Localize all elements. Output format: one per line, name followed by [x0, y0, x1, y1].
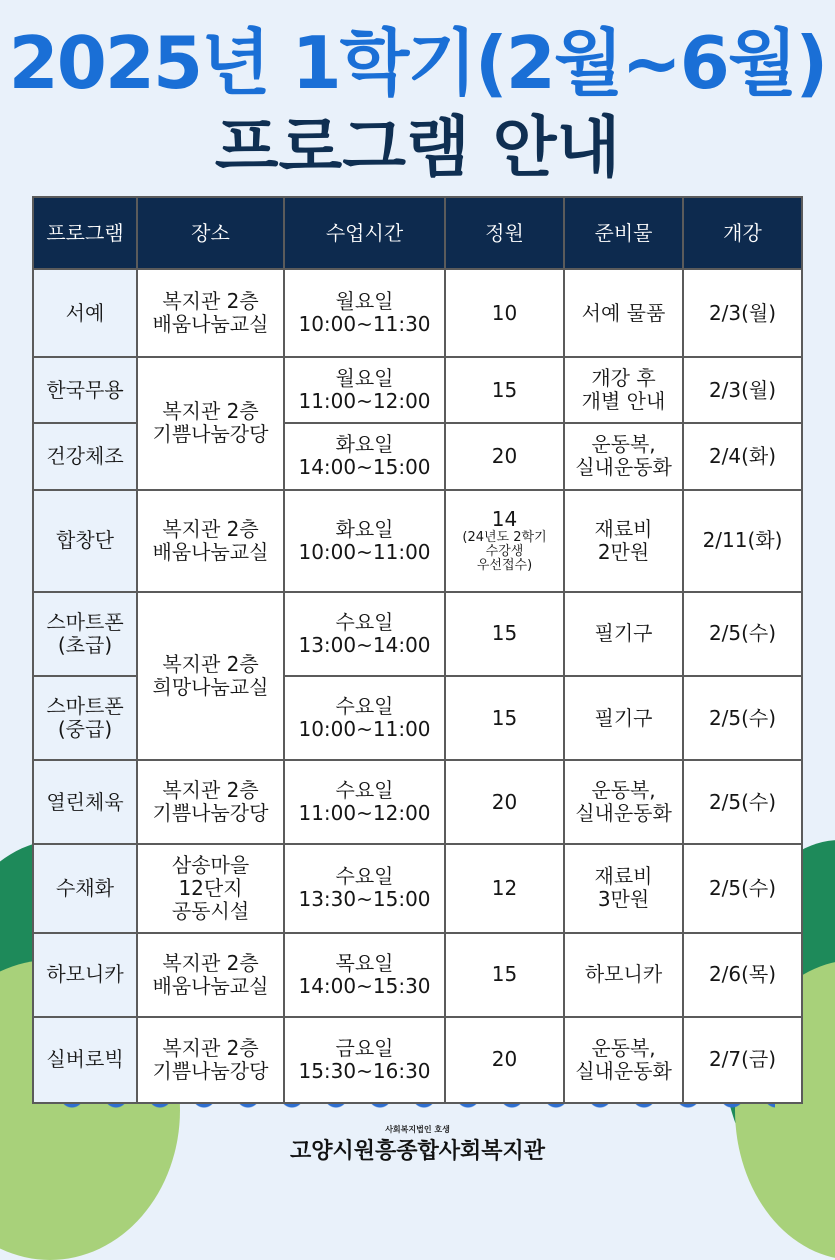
program-name: 건강체조	[33, 423, 137, 489]
page-title-line2: 프로그램 안내	[214, 109, 621, 186]
program-start: 2/5(수)	[683, 844, 802, 932]
program-capacity: 20	[445, 760, 564, 844]
program-capacity: 14 (24년도 2학기 수강생 우선접수)	[445, 490, 564, 592]
program-name: 합창단	[33, 490, 137, 592]
program-time: 수요일 13:00~14:00	[284, 592, 445, 676]
program-start: 2/6(목)	[683, 933, 802, 1017]
program-name: 열린체육	[33, 760, 137, 844]
table-row	[33, 357, 802, 423]
header-supplies: 준비물	[564, 197, 683, 269]
program-time: 화요일 14:00~15:00	[284, 423, 445, 489]
program-place: 복지관 2층 기쁨나눔강당	[137, 760, 284, 844]
program-name: 수채화	[33, 844, 137, 932]
program-place: 복지관 2층 배움나눔교실	[137, 490, 284, 592]
program-supplies: 운동복, 실내운동화	[564, 1017, 683, 1103]
program-supplies: 필기구	[564, 676, 683, 760]
table-row	[33, 592, 802, 676]
program-place: 복지관 2층 희망나눔교실	[137, 592, 284, 760]
program-start: 2/7(금)	[683, 1017, 802, 1103]
program-name: 실버로빅	[33, 1017, 137, 1103]
program-capacity: 20	[445, 1017, 564, 1103]
header-program: 프로그램	[33, 197, 137, 269]
table-row	[33, 269, 802, 357]
table-row	[33, 933, 802, 1017]
program-place: 복지관 2층 배움나눔교실	[137, 933, 284, 1017]
header-place: 장소	[137, 197, 284, 269]
program-start: 2/3(월)	[683, 269, 802, 357]
program-schedule-table	[32, 196, 803, 1104]
table-row	[33, 490, 802, 592]
program-supplies: 서예 물품	[564, 269, 683, 357]
program-time: 월요일 10:00~11:30	[284, 269, 445, 357]
program-time: 화요일 10:00~11:00	[284, 490, 445, 592]
program-supplies: 재료비 2만원	[564, 490, 683, 592]
program-supplies: 운동복, 실내운동화	[564, 423, 683, 489]
program-start: 2/3(월)	[683, 357, 802, 423]
program-capacity: 15	[445, 933, 564, 1017]
program-capacity: 15	[445, 676, 564, 760]
program-place: 복지관 2층 기쁨나눔강당	[137, 357, 284, 489]
table-row	[33, 760, 802, 844]
program-time: 목요일 14:00~15:30	[284, 933, 445, 1017]
program-place: 복지관 2층 배움나눔교실	[137, 269, 284, 357]
program-supplies: 재료비 3만원	[564, 844, 683, 932]
header-time: 수업시간	[284, 197, 445, 269]
program-name: 서예	[33, 269, 137, 357]
program-name: 한국무용	[33, 357, 137, 423]
program-capacity: 15	[445, 592, 564, 676]
program-start: 2/5(수)	[683, 592, 802, 676]
table-row	[33, 1017, 802, 1103]
organization-type: 사회복지법인 호생	[385, 1125, 450, 1134]
program-place: 삼송마을 12단지 공동시설	[137, 844, 284, 932]
program-time: 월요일 11:00~12:00	[284, 357, 445, 423]
program-supplies: 개강 후 개별 안내	[564, 357, 683, 423]
program-start: 2/11(화)	[683, 490, 802, 592]
program-time: 수요일 13:30~15:00	[284, 844, 445, 932]
program-name: 하모니카	[33, 933, 137, 1017]
program-supplies: 필기구	[564, 592, 683, 676]
program-start: 2/4(화)	[683, 423, 802, 489]
program-capacity: 10	[445, 269, 564, 357]
header-start: 개강	[683, 197, 802, 269]
program-name: 스마트폰 (초급)	[33, 592, 137, 676]
page-title-line1: 2025년 1학기(2월~6월)	[8, 21, 827, 105]
program-capacity: 12	[445, 844, 564, 932]
program-supplies: 하모니카	[564, 933, 683, 1017]
header-capacity: 정원	[445, 197, 564, 269]
table-header-row	[33, 197, 802, 269]
program-start: 2/5(수)	[683, 760, 802, 844]
program-capacity: 15	[445, 357, 564, 423]
program-time: 수요일 10:00~11:00	[284, 676, 445, 760]
organization-logo-name: 고양시원흥종합사회복지관	[289, 1139, 546, 1164]
table-row	[33, 844, 802, 932]
program-place: 복지관 2층 기쁨나눔강당	[137, 1017, 284, 1103]
program-capacity: 20	[445, 423, 564, 489]
program-name: 스마트폰 (중급)	[33, 676, 137, 760]
capacity-note: (24년도 2학기 수강생 우선접수)	[462, 530, 547, 574]
program-time: 금요일 15:30~16:30	[284, 1017, 445, 1103]
program-supplies: 운동복, 실내운동화	[564, 760, 683, 844]
program-start: 2/5(수)	[683, 676, 802, 760]
program-time: 수요일 11:00~12:00	[284, 760, 445, 844]
